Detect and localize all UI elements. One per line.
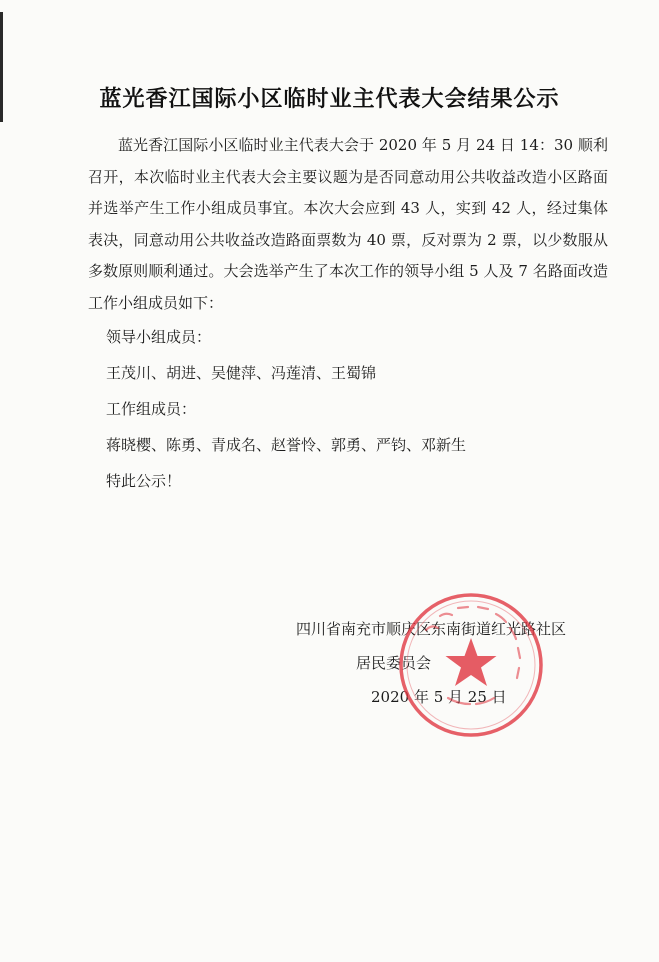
work-group-label: 工作组成员：	[106, 400, 197, 418]
signature-block	[296, 612, 616, 714]
leadership-members: 王茂川、胡进、吴健萍、冯莲清、王蜀锦	[106, 364, 377, 382]
work-group-members: 蒋晓樱、陈勇、青成名、赵誉怜、郭勇、严钧、邓新生	[106, 436, 467, 454]
signature-org-line1: 四川省南充市顺庆区东南街道红光路社区	[296, 620, 567, 638]
document-body	[88, 130, 608, 499]
document-title: 蓝光香江国际小区临时业主代表大会结果公示	[99, 87, 560, 112]
leadership-label: 领导小组成员：	[106, 328, 212, 346]
signature-date: 2020 年 5 月 25 日	[371, 688, 507, 706]
closing-text: 特此公示！	[106, 472, 182, 490]
body-paragraph: 蓝光香江国际小区临时业主代表大会于 2020 年 5 月 24 日 14：30 顺利召开，本次临时业主代表大会主要议题为是否同意动用公共收益改造小区路面并选举产生工作小组成员事宜。本次大会应到 43 人，实到 42 人，经过集体表决，同意动用公共收益改造路面票数为 40 票，反对票为 2 票，以少数服从多数原则顺利通过。大会选举产生了本次工作的领导小组 5 人及 7 名路面改造工作小组成员如下：	[88, 136, 608, 312]
signature-org-line2: 居民委员会	[356, 654, 432, 672]
